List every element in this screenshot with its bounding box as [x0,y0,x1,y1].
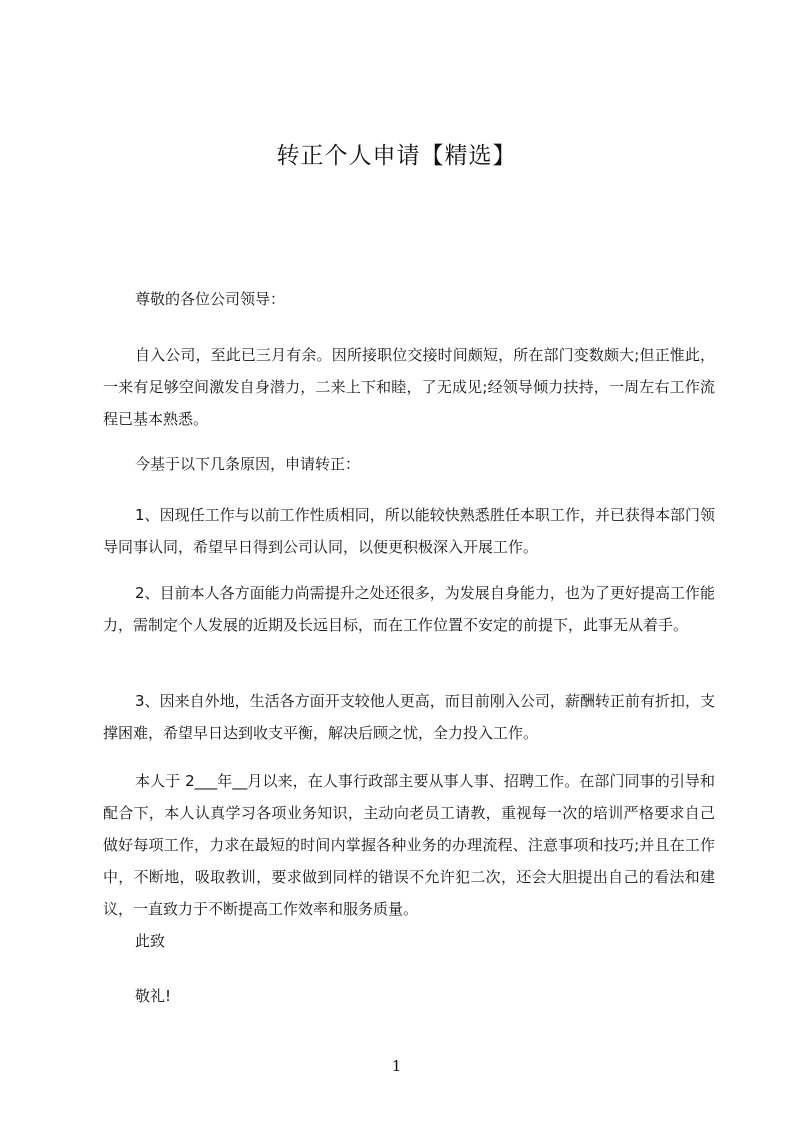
paragraph-work-summary: 本人于 2___年__月以来，在人事行政部主要从事人事、招聘工作。在部门同事的引导和配合下，本人认真学习各项业务知识，主动向老员工请教，重视每一次的培训严格要求自己做好每项工作，力求在最短的时间内掌握各种业务的办理流程、注意事项和技巧;并且在工作中，不断地，吸取教训，要求做到同样的错误不允许犯二次，还会大胆提出自己的看法和建议，一直致力于不断提高工作效率和服务质量。 [103,772,715,918]
paragraph-reason-3: 3、因来自外地，生活各方面开支较他人更高，而目前刚入公司，薪酬转正前有折扣，支撑困难，希望早日达到收支平衡，解决后顾之忧，全力投入工作。 [103,692,715,742]
page-number: 1 [391,1057,402,1075]
paragraph-reason-1: 1、因现任工作与以前工作性质相同，所以能较快熟悉胜任本职工作，并已获得本部门领导同事认同，希望早日得到公司认同，以便更积极深入开展工作。 [103,506,715,556]
salutation: 尊敬的各位公司领导： [135,290,286,308]
paragraph-intro: 自入公司，至此已三月有余。因所接职位交接时间颇短，所在部门变数颇大;但正惟此，一来有足够空间激发自身潜力，二来上下和睦，了无成见;经领导倾力扶持，一周左右工作流程已基本熟悉。 [103,346,715,428]
closing-line-1: 此致 [135,932,166,950]
paragraph-reasons-lead: 今基于以下几条原因，申请转正： [135,455,361,473]
document-title: 转正个人申请【精选】 [276,143,517,169]
closing-line-2: 敬礼! [135,987,172,1005]
paragraph-reason-2: 2、目前本人各方面能力尚需提升之处还很多，为发展自身能力，也为了更好提高工作能力，需制定个人发展的近期及长远目标，而在工作位置不安定的前提下，此事无从着手。 [103,584,715,634]
